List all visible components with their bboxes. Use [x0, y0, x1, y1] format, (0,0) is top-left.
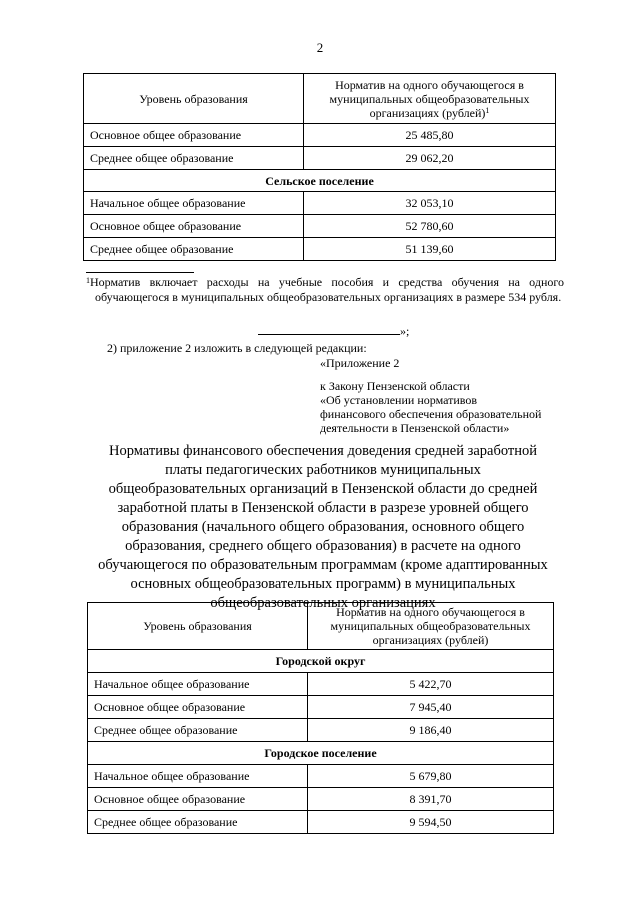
cell-value: 52 780,60: [304, 215, 556, 238]
cell-value: 32 053,10: [304, 192, 556, 215]
footnote-ref: 1: [485, 105, 490, 115]
normative-table-2: [87, 602, 554, 834]
table-row: [84, 147, 556, 170]
table-row: [88, 673, 554, 696]
table-row: [84, 124, 556, 147]
cell-level: Начальное общее образование: [84, 192, 304, 215]
table-row: [88, 719, 554, 742]
header-normative: Норматив на одного обучающегося в муниципальных общеобразовательных организациях (рублей): [308, 603, 554, 650]
table-row: [84, 192, 556, 215]
footnote-text: Норматив включает расходы на учебные пособия и средства обучения на одного обучающегося в муниципальных общеобразовательных организациях в размере 534 рубля.: [90, 275, 564, 304]
cell-level: Среднее общее образование: [84, 238, 304, 261]
table-header-row: [84, 74, 556, 124]
appendix-line: к Закону Пензенской области: [320, 379, 470, 393]
cell-level: Основное общее образование: [84, 124, 304, 147]
cell-level: Основное общее образование: [88, 788, 308, 811]
normative-table-1: [83, 73, 556, 261]
footnote-marker: 1: [86, 276, 90, 285]
header-level: Уровень образования: [84, 74, 304, 124]
table-row: [84, 215, 556, 238]
cell-value: 9 186,40: [308, 719, 554, 742]
cell-level: Среднее общее образование: [88, 719, 308, 742]
cell-level: Основное общее образование: [84, 215, 304, 238]
document-title: Нормативы финансового обеспечения доведения средней заработной платы педагогических работников муниципальных общеобразовательных организаций в Пензенской области до средней заработной платы в Пензенской области в разрезе уровней общего образования (начального общего образования, основного общего образования, среднего общего образования) в расчете на одного обучающегося по образовательным программам (кроме адаптированных основных общеобразовательных программ) в муниципальных общеобразовательных организациях: [98, 443, 548, 611]
section-title: Сельское поселение: [84, 170, 556, 192]
cell-level: Начальное общее образование: [88, 765, 308, 788]
closing-quote: »;: [400, 324, 410, 338]
appendix-line: финансового обеспечения образовательной: [320, 407, 542, 421]
table-row: [84, 238, 556, 261]
table-row: [88, 788, 554, 811]
cell-level: Среднее общее образование: [84, 147, 304, 170]
header-normative: Норматив на одного обучающегося в муниципальных общеобразовательных организациях (рублей)$^1$: [304, 74, 556, 124]
section-row: [88, 742, 554, 765]
section-row: [84, 170, 556, 192]
table-row: [88, 696, 554, 719]
table-row: [88, 811, 554, 834]
cell-value: 51 139,60: [304, 238, 556, 261]
section-title: Городское поселение: [88, 742, 554, 765]
appendix-line: «Об установлении нормативов: [320, 393, 478, 407]
cell-value: 5 679,80: [308, 765, 554, 788]
table-row: [88, 765, 554, 788]
section-title: Городской округ: [88, 650, 554, 673]
cell-level: Среднее общее образование: [88, 811, 308, 834]
page-number: 2: [316, 40, 324, 55]
section-row: [88, 650, 554, 673]
cell-value: 8 391,70: [308, 788, 554, 811]
footnote-separator: [86, 272, 194, 273]
cell-value: 25 485,80: [304, 124, 556, 147]
cell-value: 29 062,20: [304, 147, 556, 170]
cell-value: 5 422,70: [308, 673, 554, 696]
cell-value: 9 594,50: [308, 811, 554, 834]
appendix-reference: [320, 379, 590, 435]
table-header-row: [88, 603, 554, 650]
cell-level: Начальное общее образование: [88, 673, 308, 696]
appendix-label: «Приложение 2: [320, 356, 400, 370]
footnote: [86, 275, 564, 305]
item-2-text: 2) приложение 2 изложить в следующей редакции:: [107, 341, 367, 355]
cell-value: 7 945,40: [308, 696, 554, 719]
cell-level: Основное общее образование: [88, 696, 308, 719]
header-level: Уровень образования: [88, 603, 308, 650]
closing-blank-line: [258, 322, 409, 339]
appendix-line: деятельности в Пензенской области»: [320, 421, 510, 435]
